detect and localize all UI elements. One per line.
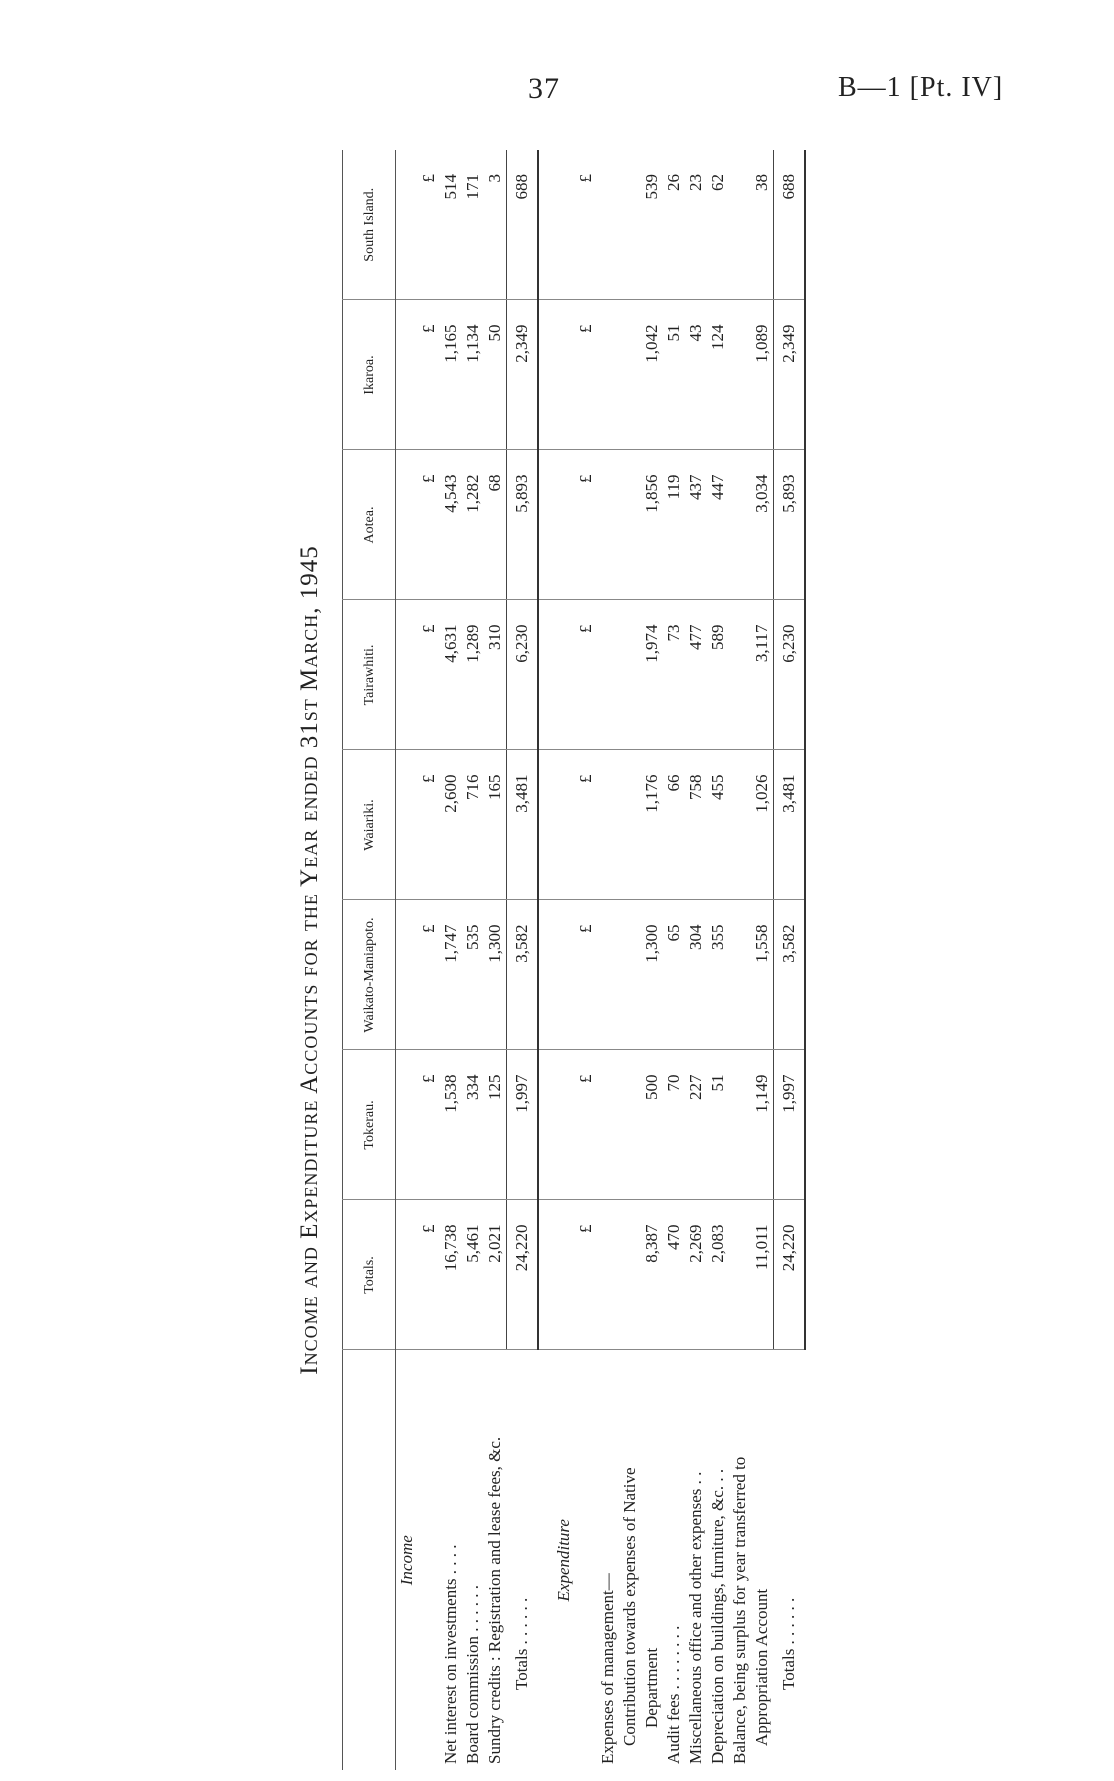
currency-row	[575, 150, 597, 1770]
table-row	[440, 150, 462, 1770]
total-value: 2,349	[507, 300, 539, 450]
group-label-row	[597, 150, 619, 1770]
table-row-continuation	[751, 150, 774, 1770]
empty-cell	[396, 900, 419, 1050]
empty-cell	[619, 900, 641, 1050]
row-value: 51	[707, 1050, 729, 1200]
empty-cell	[729, 750, 751, 900]
row-label: Contribution towards expenses of Native	[619, 1350, 641, 1770]
table-row	[619, 150, 641, 1770]
row-value: 26	[664, 174, 683, 191]
row-value: 66	[663, 750, 685, 900]
currency-symbol: £	[418, 750, 440, 900]
totals-label: Totals . . . . . .	[774, 1350, 806, 1770]
column-header: South Island.	[343, 150, 396, 300]
currency-symbol: £	[575, 750, 597, 900]
row-value: 4,543	[440, 450, 462, 600]
currency-symbol: £	[575, 1200, 597, 1350]
currency-symbol: £	[418, 900, 440, 1050]
table-row	[707, 150, 729, 1770]
row-value: 1,538	[440, 1050, 462, 1200]
row-value: 16,738	[440, 1200, 462, 1350]
rotated-table-block	[290, 150, 850, 1770]
income-heading: Income	[396, 1350, 419, 1770]
empty-cell	[619, 150, 641, 300]
row-value: 1,026	[751, 750, 774, 900]
row-value: 1,300	[484, 900, 507, 1050]
currency-symbol: £	[575, 450, 597, 600]
row-value: 539	[642, 174, 661, 200]
row-value: 535	[462, 900, 484, 1050]
row-label: Net interest on investments . . . .	[440, 1350, 462, 1770]
empty-cell	[396, 450, 419, 600]
currency-symbol: £	[418, 450, 440, 600]
empty-cell	[396, 600, 419, 750]
column-header: Aotea.	[343, 450, 396, 600]
row-value: 68	[484, 450, 507, 600]
row-value: 514	[441, 174, 460, 200]
totals-row	[507, 150, 539, 1770]
income-heading-row	[396, 150, 419, 1770]
empty-cell	[729, 1050, 751, 1200]
empty-cell	[553, 150, 575, 300]
table-row	[729, 150, 751, 1770]
total-value: 6,230	[774, 600, 806, 750]
row-label: Board commission . . . . . .	[462, 1350, 484, 1770]
row-value: 589	[707, 600, 729, 750]
empty-cell	[418, 1350, 440, 1770]
row-value: 23	[686, 174, 705, 191]
expenditure-heading: Expenditure	[553, 1350, 575, 1770]
row-value: 470	[663, 1200, 685, 1350]
row-value: 1,149	[751, 1050, 774, 1200]
expenditure-heading-row	[553, 150, 575, 1770]
empty-cell	[729, 600, 751, 750]
row-value: 227	[685, 1050, 707, 1200]
empty-cell	[396, 1200, 419, 1350]
table-title	[290, 150, 330, 1770]
currency-symbol: £	[418, 1050, 440, 1200]
row-value: 500	[641, 1050, 663, 1200]
totals-label: Totals . . . . . .	[507, 1350, 539, 1770]
total-value: 3,582	[774, 900, 806, 1050]
empty-cell	[538, 1050, 553, 1200]
currency-symbol: £	[575, 300, 597, 450]
empty-cell	[396, 750, 419, 900]
row-value: 1,282	[462, 450, 484, 600]
table-title-prefix: Income and Expenditure Accounts for the Year ended	[296, 755, 323, 1375]
empty-cell	[597, 300, 619, 450]
totals-row	[774, 150, 806, 1770]
empty-cell	[729, 1200, 751, 1350]
total-value: 688	[507, 150, 539, 300]
currency-symbol: £	[418, 1200, 440, 1350]
row-value: 1,300	[641, 900, 663, 1050]
row-label-continued: Department	[641, 1350, 663, 1770]
currency-symbol: £	[418, 300, 440, 450]
row-value: 8,387	[641, 1200, 663, 1350]
empty-cell	[597, 450, 619, 600]
empty-cell	[538, 900, 553, 1050]
empty-cell	[619, 750, 641, 900]
currency-symbol: £	[575, 1050, 597, 1200]
empty-cell	[575, 1350, 597, 1770]
empty-cell	[729, 450, 751, 600]
row-value: 50	[484, 300, 507, 450]
spacer-row	[538, 150, 553, 1770]
column-header	[343, 1350, 396, 1770]
row-value: 51	[663, 300, 685, 450]
row-value: 65	[663, 900, 685, 1050]
empty-cell	[553, 750, 575, 900]
row-value: 165	[484, 750, 507, 900]
row-value: 5,461	[462, 1200, 484, 1350]
currency-row	[418, 150, 440, 1770]
empty-cell	[619, 1050, 641, 1200]
empty-cell	[619, 300, 641, 450]
total-value: 3,481	[774, 750, 806, 900]
row-value: 1,176	[641, 750, 663, 900]
row-value: 125	[484, 1050, 507, 1200]
column-header: Tokerau.	[343, 1050, 396, 1200]
row-value: 447	[707, 450, 729, 600]
row-value: 119	[663, 450, 685, 600]
row-label: Sundry credits : Registration and lease fees, &c.	[484, 1350, 507, 1770]
empty-cell	[538, 450, 553, 600]
currency-symbol: £	[418, 600, 440, 750]
row-value: 3,117	[751, 600, 774, 750]
table-row-continuation	[641, 150, 663, 1770]
row-label: Audit fees . . . . . . . .	[663, 1350, 685, 1770]
empty-cell	[396, 300, 419, 450]
empty-cell	[597, 900, 619, 1050]
column-header: Waikato-Maniapoto.	[343, 900, 396, 1050]
empty-cell	[538, 300, 553, 450]
row-value: 171	[463, 174, 482, 200]
row-value: 758	[685, 750, 707, 900]
total-value: 2,349	[774, 300, 806, 450]
row-value: 1,558	[751, 900, 774, 1050]
row-label: Miscellaneous office and other expenses . .	[685, 1350, 707, 1770]
total-value: 24,220	[774, 1200, 806, 1350]
currency-symbol: £	[576, 174, 595, 183]
row-value: 455	[707, 750, 729, 900]
total-value: 688	[774, 150, 806, 300]
empty-cell	[597, 600, 619, 750]
empty-cell	[597, 1200, 619, 1350]
row-value: 304	[685, 900, 707, 1050]
row-value: 1,089	[751, 300, 774, 450]
row-value: 1,042	[641, 300, 663, 450]
row-value: 38	[752, 174, 771, 191]
row-value: 1,856	[641, 450, 663, 600]
row-label-continued: Appropriation Account	[751, 1350, 774, 1770]
empty-cell	[553, 1050, 575, 1200]
empty-cell	[396, 150, 419, 300]
row-value: 310	[484, 600, 507, 750]
row-value: 11,011	[751, 1200, 774, 1350]
row-label: Depreciation on buildings, furniture, &c. . .	[707, 1350, 729, 1770]
row-value: 73	[663, 600, 685, 750]
income-expenditure-table	[342, 150, 806, 1770]
row-value: 4,631	[440, 600, 462, 750]
empty-cell	[553, 300, 575, 450]
column-header: Waiariki.	[343, 750, 396, 900]
total-value: 3,481	[507, 750, 539, 900]
total-value: 1,997	[507, 1050, 539, 1200]
empty-cell	[553, 1200, 575, 1350]
table-row	[663, 150, 685, 1770]
empty-cell	[729, 300, 751, 450]
empty-cell	[619, 1200, 641, 1350]
currency-symbol: £	[575, 900, 597, 1050]
row-value: 1,747	[440, 900, 462, 1050]
empty-cell	[619, 450, 641, 600]
table-row	[462, 150, 484, 1770]
empty-cell	[729, 900, 751, 1050]
row-value: 334	[462, 1050, 484, 1200]
empty-cell	[553, 600, 575, 750]
empty-cell	[553, 450, 575, 600]
page-reference: B—1 [Pt. IV]	[838, 72, 1004, 103]
row-value: 1,289	[462, 600, 484, 750]
row-value: 3	[485, 174, 504, 183]
empty-cell	[538, 600, 553, 750]
group-label: Expenses of management—	[597, 1350, 619, 1770]
total-value: 6,230	[507, 600, 539, 750]
empty-cell	[619, 600, 641, 750]
empty-cell	[553, 900, 575, 1050]
row-value: 355	[707, 900, 729, 1050]
empty-cell	[538, 150, 553, 300]
table-row	[484, 150, 507, 1770]
row-value: 70	[663, 1050, 685, 1200]
total-value: 5,893	[774, 450, 806, 600]
row-value: 1,974	[641, 600, 663, 750]
empty-cell	[538, 1350, 553, 1770]
empty-cell	[729, 150, 751, 300]
header-row	[343, 150, 396, 1770]
row-value: 716	[462, 750, 484, 900]
row-value: 62	[708, 174, 727, 191]
empty-cell	[538, 1200, 553, 1350]
row-value: 1,165	[440, 300, 462, 450]
row-value: 1,134	[462, 300, 484, 450]
table-body	[396, 150, 806, 1770]
row-value: 43	[685, 300, 707, 450]
empty-cell	[396, 1050, 419, 1200]
row-value: 2,269	[685, 1200, 707, 1350]
row-value: 2,600	[440, 750, 462, 900]
currency-symbol: £	[575, 600, 597, 750]
table-row	[685, 150, 707, 1770]
row-value: 124	[707, 300, 729, 450]
total-value: 1,997	[774, 1050, 806, 1200]
page-number: 37	[528, 72, 560, 105]
empty-cell	[597, 750, 619, 900]
row-value: 477	[685, 600, 707, 750]
row-value: 3,034	[751, 450, 774, 600]
empty-cell	[597, 1050, 619, 1200]
row-label: Balance, being surplus for year transferred to	[729, 1350, 751, 1770]
column-header: Tairawhiti.	[343, 600, 396, 750]
column-header: Totals.	[343, 1200, 396, 1350]
total-value: 5,893	[507, 450, 539, 600]
total-value: 3,582	[507, 900, 539, 1050]
row-value: 2,021	[484, 1200, 507, 1350]
table-title-suffix: 31st March, 1945	[296, 545, 323, 749]
column-header: Ikaroa.	[343, 300, 396, 450]
row-value: 437	[685, 450, 707, 600]
empty-cell	[538, 750, 553, 900]
empty-cell	[597, 150, 619, 300]
currency-symbol: £	[419, 174, 438, 183]
row-value: 2,083	[707, 1200, 729, 1350]
total-value: 24,220	[507, 1200, 539, 1350]
